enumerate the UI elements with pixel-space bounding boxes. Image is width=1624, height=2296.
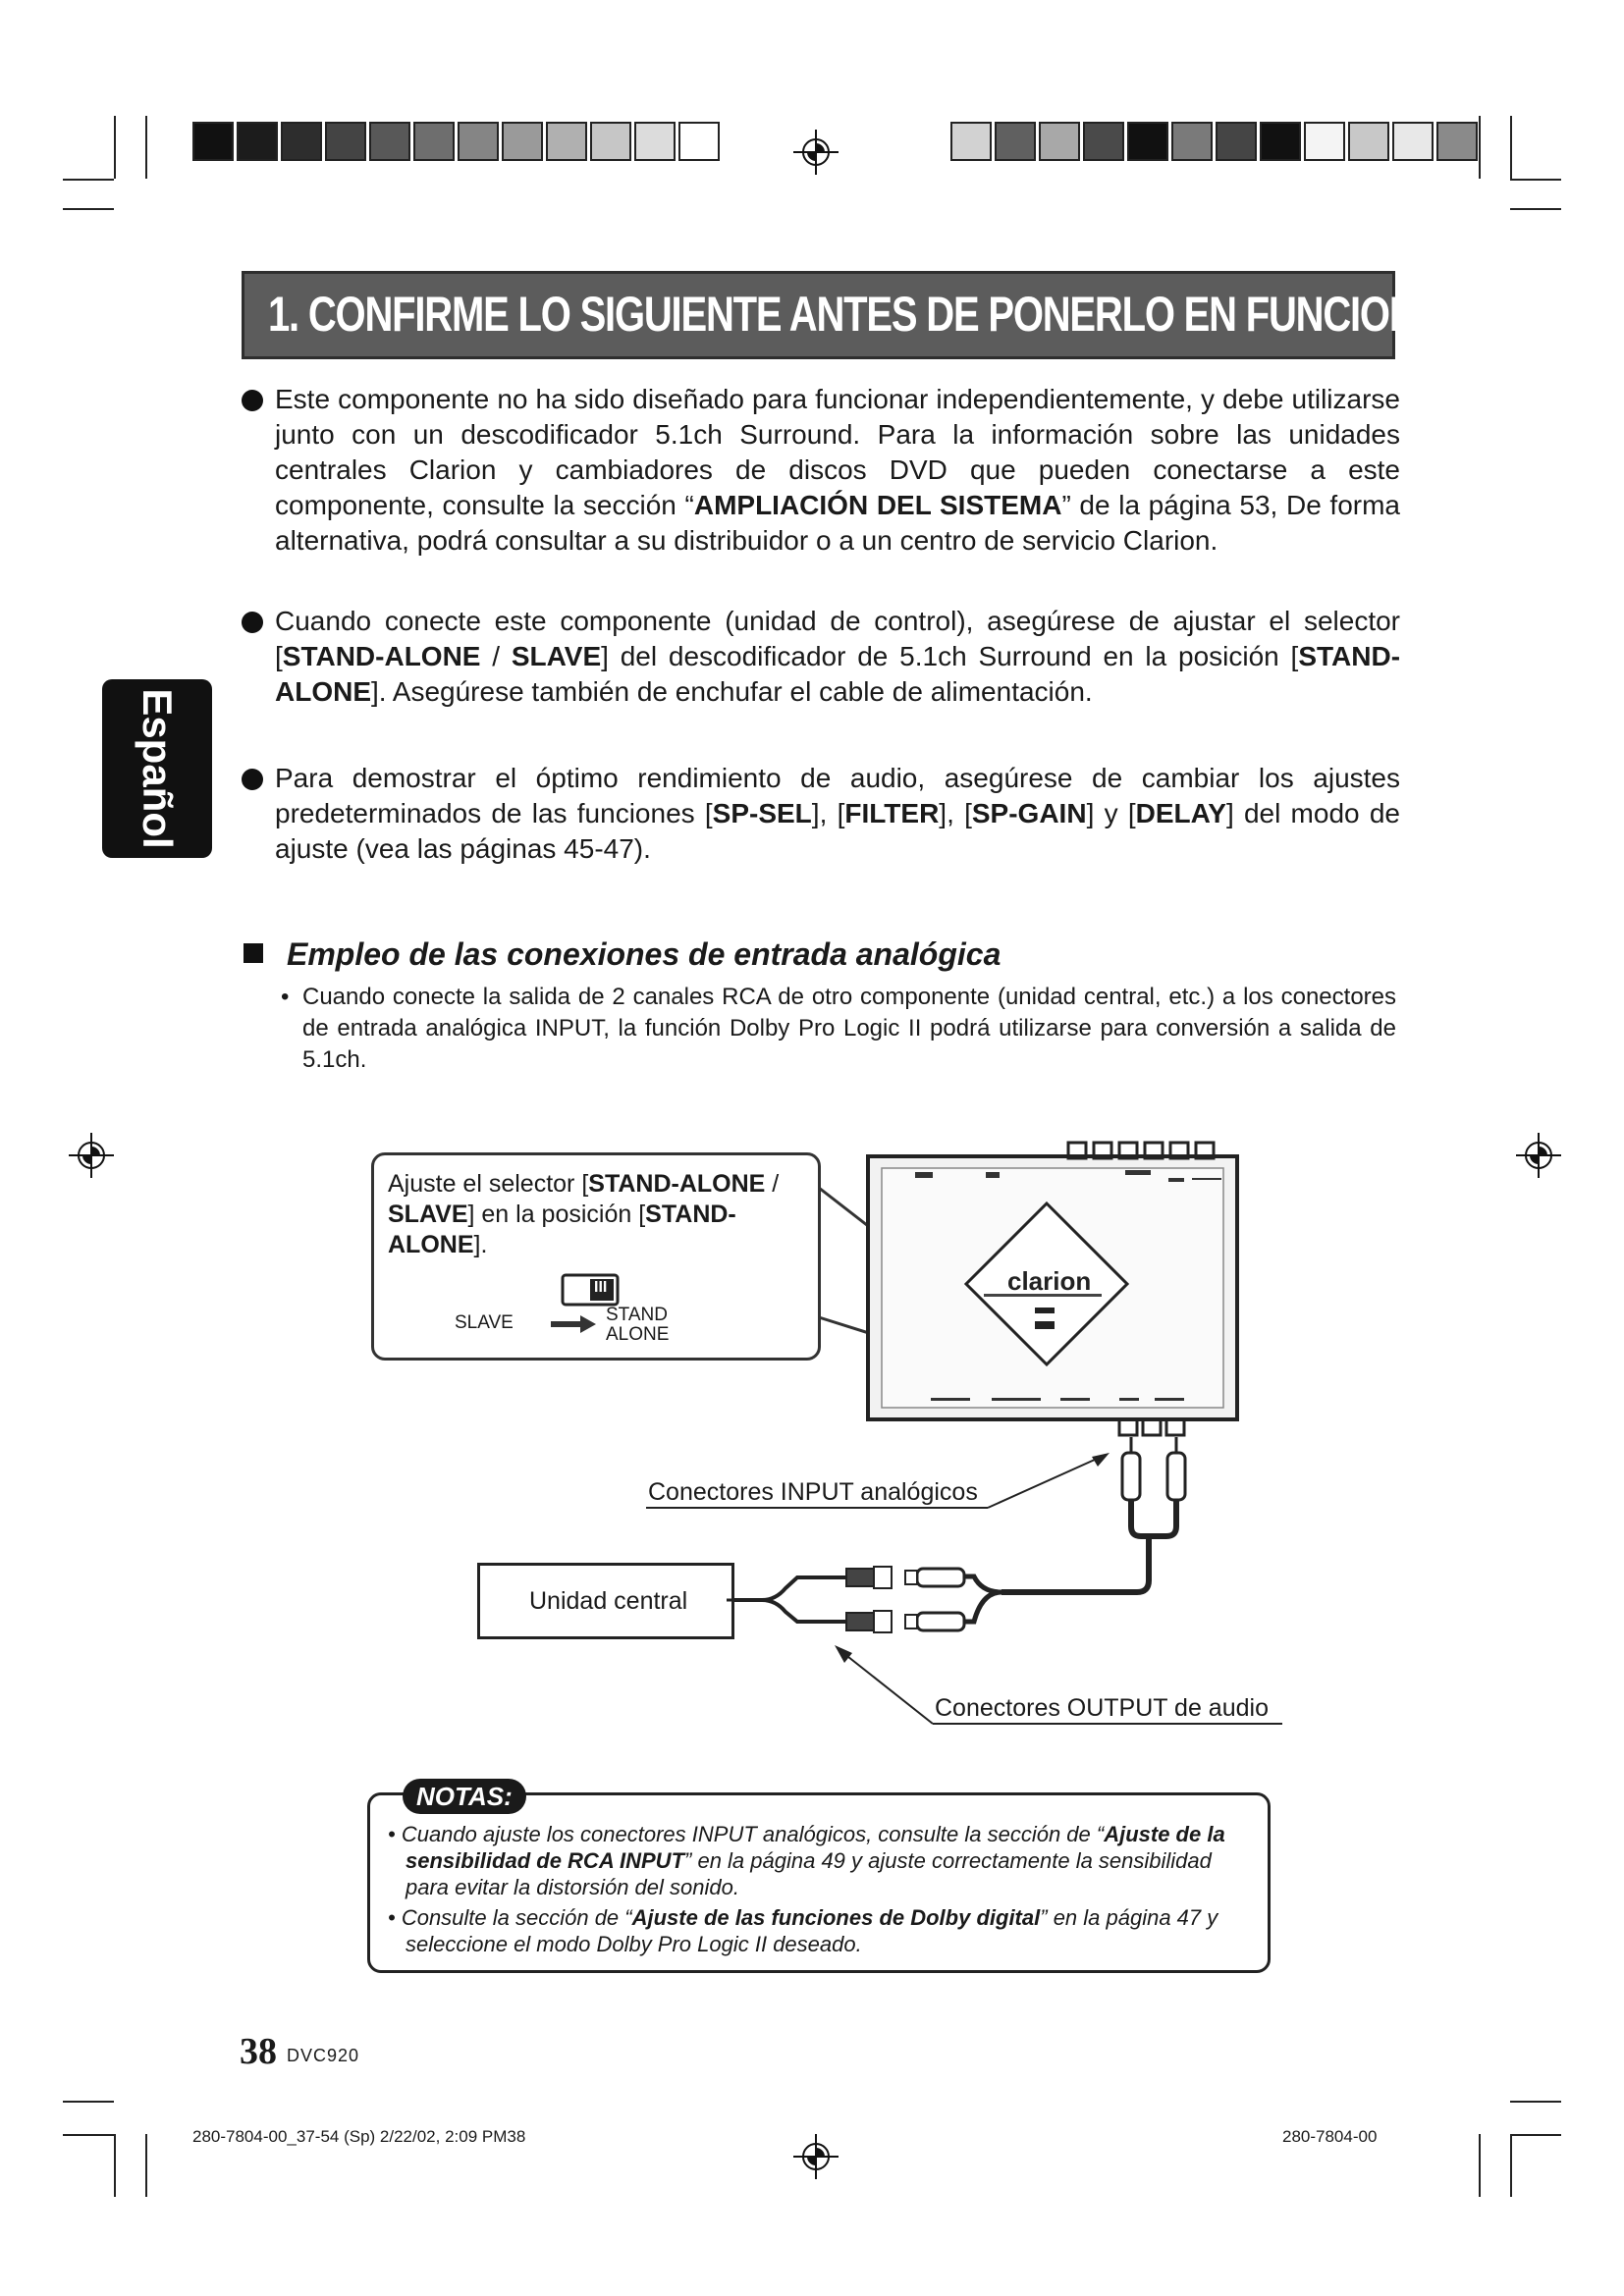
output-connectors-label: Conectores OUTPUT de audio: [935, 1694, 1269, 1722]
arrow-right-icon: [551, 1314, 596, 1334]
head-unit-box: [477, 1563, 734, 1639]
language-tab-label: Español: [135, 688, 181, 849]
notes-list: [388, 1821, 1252, 1961]
note-item: • Cuando ajuste los conectores INPUT analógicos, consulte la sección de “Ajuste de la sensibilidad de RCA INPUT” en la página 49 y ajuste correctamente la sensibilidad para evitar la distorsión del sonido.: [388, 1822, 1225, 1899]
print-info-right: 280-7804-00: [1282, 2127, 1378, 2146]
callout-text: Ajuste el selector [STAND-ALONE / SLAVE] en la posición [STAND-ALONE].: [388, 1170, 780, 1258]
input-connectors-label: Conectores INPUT analógicos: [648, 1478, 978, 1506]
print-info-left: 280-7804-00_37-54 (Sp) 2/22/02, 2:09 PM38: [192, 2127, 526, 2146]
selector-callout: [371, 1152, 821, 1361]
notes-box: [367, 1792, 1271, 1973]
bullet-text: Para demostrar el óptimo rendimiento de audio, asegúrese de cambiar los ajustes predeterminados de las funciones [SP-SEL], [FILTER], [SP-GAIN] y [DELAY] del modo de ajuste (vea las páginas 45-47).: [275, 763, 1400, 864]
bullet-text: Cuando conecte este componente (unidad de control), asegúrese de ajustar el selector [STAND-ALONE / SLAVE] del descodificador de 5.1ch Surround en la posición [STAND-ALONE]. Asegúrese también de enchufar el cable de alimentación.: [275, 606, 1401, 707]
bullet-char: •: [281, 984, 290, 1010]
subsection-body-text: Cuando conecte la salida de 2 canales RCA de otro componente (unidad central, etc.) a los conectores de entrada analógica INPUT, la función Dolby Pro Logic II podrá utilizarse para conversión a salida de 5.1ch.: [302, 984, 1396, 1073]
head-unit-label: Unidad central: [529, 1587, 688, 1615]
bullet-text: Este componente no ha sido diseñado para funcionar independientemente, y debe utilizarse junto con un descodificador 5.1ch Surround. Para la información sobre las unidades centrales Clarion y cambiadores de discos DVD que pueden conectarse a este componente, consulte la sección “AMPLIACIÓN DEL SISTEMA” de la página 53, De forma alternativa, podrá consultar a su distribuidor o a un centro de servicio Clarion.: [275, 384, 1401, 556]
page-title: 1. CONFIRME LO SIGUIENTE ANTES DE PONERLO EN FUNCIONAMIENTO: [268, 287, 1589, 342]
brand-logo: clarion: [1007, 1266, 1092, 1296]
page-number: 38: [240, 2031, 277, 2072]
selector-switch-icon: [561, 1273, 620, 1307]
switch-mark: III: [594, 1279, 608, 1296]
switch-label-alone: ALONE: [606, 1324, 670, 1345]
rca-cable: [727, 1437, 1185, 1632]
note-item: • Consulte la sección de “Ajuste de las funciones de Dolby digital” en la página 47 y seleccione el modo Dolby Pro Logic II deseado.: [388, 1905, 1218, 1956]
switch-label-stand: STAND: [606, 1305, 668, 1325]
notes-tag: NOTAS:: [403, 1779, 526, 1814]
subsection-heading-text: Empleo de las conexiones de entrada analógica: [287, 936, 1001, 972]
switch-label-slave: SLAVE: [455, 1312, 514, 1333]
model-name: DVC920: [287, 2046, 360, 2065]
